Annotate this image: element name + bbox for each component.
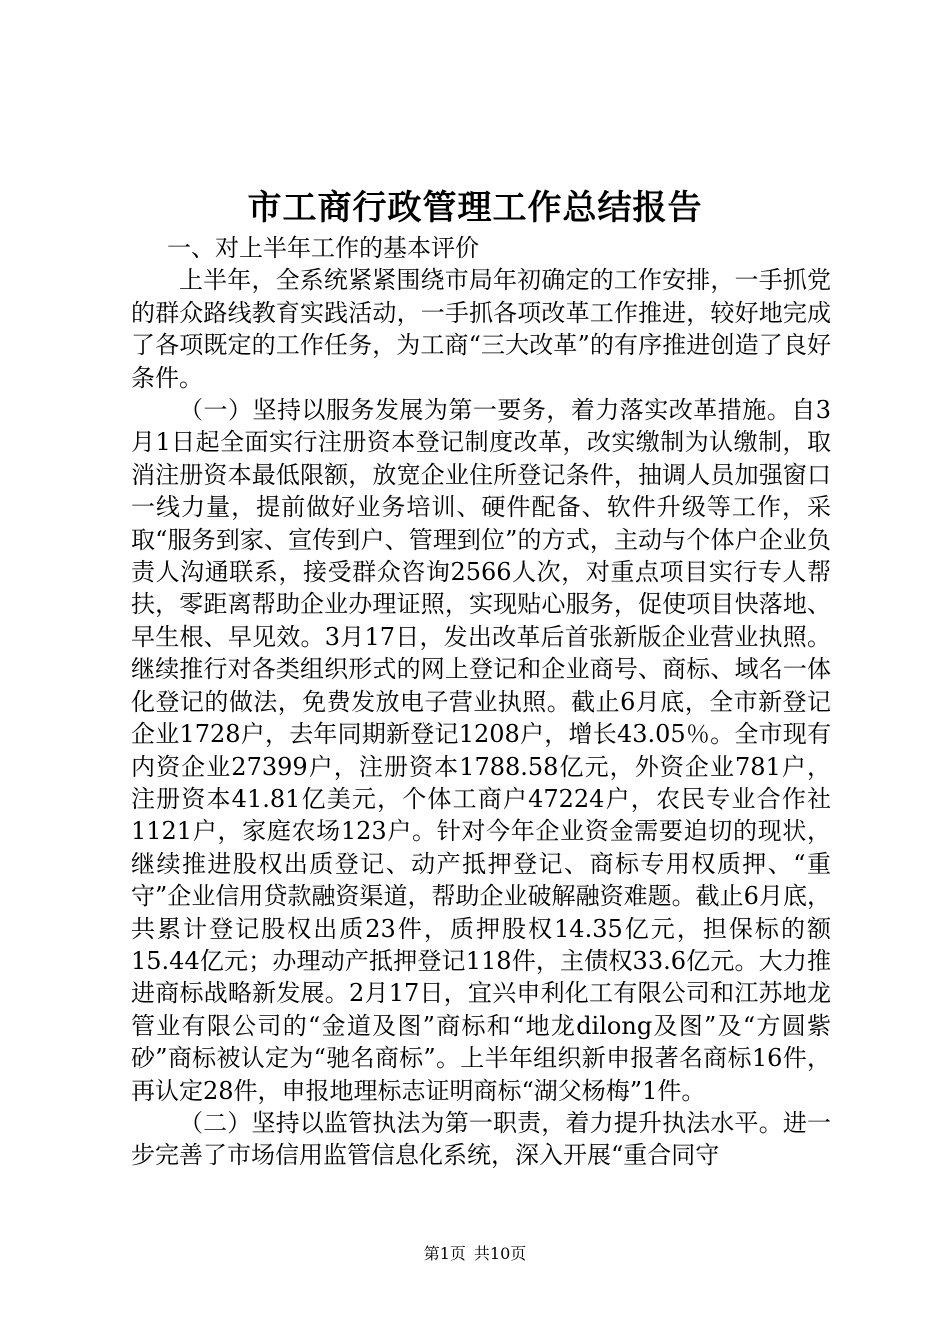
page-total: 共10页 <box>473 1244 527 1263</box>
paragraph-supervision: （二）坚持以监管执法为第一职责，着力提升执法水平。进一步完善了市场信用监管信息化系统，深入开展“重合同守 <box>131 1108 831 1170</box>
paragraph-intro: 上半年，全系统紧紧围绕市局年初确定的工作安排，一手抓党的群众路线教育实践活动，一手抓各项改革工作推进，较好地完成了各项既定的工作任务，为工商“三大改革”的有序推进创造了良好条件。 <box>131 266 831 392</box>
document-title: 市工商行政管理工作总结报告 <box>247 188 703 228</box>
page-footer <box>0 1242 950 1266</box>
document-body <box>131 232 831 1172</box>
paragraph-service: （一）坚持以服务发展为第一要务，着力落实改革措施。自3月1日起全面实行注册资本登记制度改革，改实缴制为认缴制，取消注册资本最低限额，放宽企业住所登记条件，抽调人员加强窗口一线力量，提前做好业务培训、硬件配备、软件升级等工作，采取“服务到家、宣传到户、管理到位”的方式，主动与个体户企业负责人沟通联系，接受群众咨询2566人次，对重点项目实行专人帮扶，零距离帮助企业办理证照，实现贴心服务，促使项目快落地、早生根、早见效。3月17日，发出改革后首张新版企业营业执照。继续推行对各类组织形式的网上登记和企业商号、商标、域名一体化登记的做法，免费发放电子营业执照。截止6月底，全市新登记企业1728户，去年同期新登记1208户，增长43.05％。全市现有内资企业27399户，注册资本1788.58亿元，外资企业781户，注册资本41.81亿美元，个体工商户47224户，农民专业合作社1121户，家庭农场123户。针对今年企业资金需要迫切的现状，继续推进股权出质登记、动产抵押登记、商标专用权质押、“重守”企业信用贷款融资渠道，帮助企业破解融资难题。截止6月底，共累计登记股权出质23件，质押股权14.35亿元，担保标的额15.44亿元；办理动产抵押登记118件，主债权33.6亿元。大力推进商标战略新发展。2月17日，宜兴申利化工有限公司和江苏地龙管业有限公司的“金道及图”商标和“地龙dilong及图”及“方圆紫砂”商标被认定为“驰名商标”。上半年组织新申报著名商标16件，再认定28件，申报地理标志证明商标“湖父杨梅”1件。 <box>131 396 831 1105</box>
section-heading: 一、对上半年工作的基本评价 <box>167 234 479 262</box>
page-number: 第1页 <box>423 1244 466 1263</box>
